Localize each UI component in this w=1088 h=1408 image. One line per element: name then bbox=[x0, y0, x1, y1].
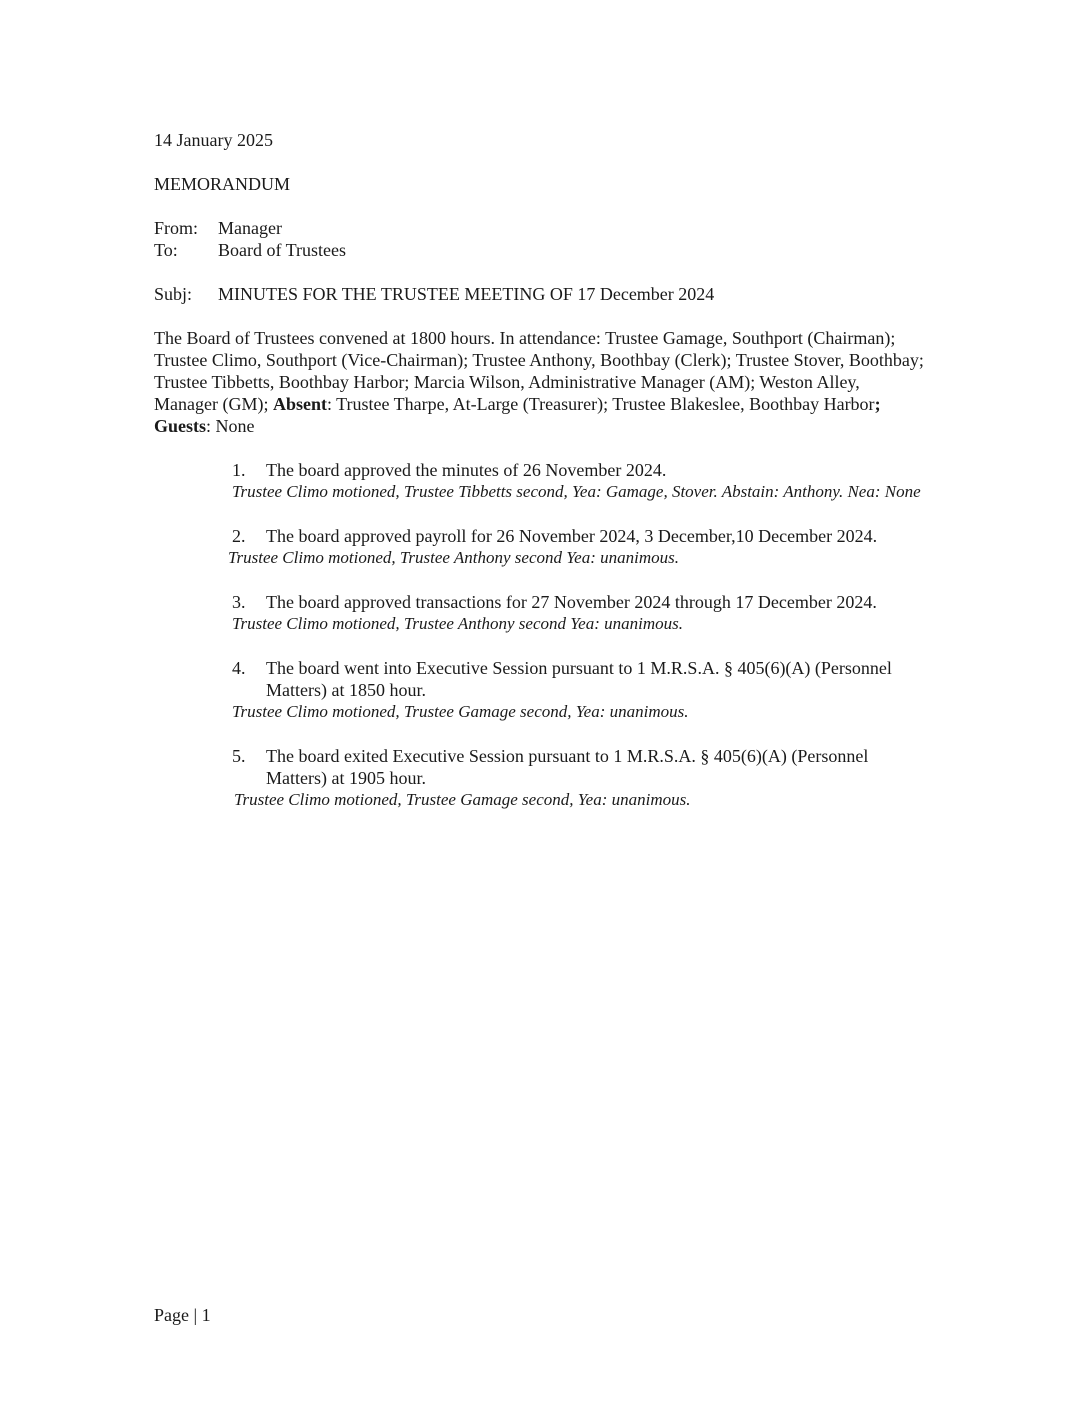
from-row bbox=[154, 217, 924, 239]
minutes-item bbox=[232, 591, 932, 635]
intro-paragraph bbox=[154, 327, 924, 437]
minutes-item bbox=[232, 745, 932, 811]
item-vote: Trustee Climo motioned, Trustee Anthony second Yea: unanimous. bbox=[232, 614, 683, 633]
item-vote: Trustee Climo motioned, Trustee Gamage second, Yea: unanimous. bbox=[232, 702, 689, 721]
absent-label: Absent bbox=[272, 394, 327, 414]
item-vote: Trustee Climo motioned, Trustee Gamage second, Yea: unanimous. bbox=[234, 790, 691, 809]
item-number: 4. bbox=[232, 658, 246, 678]
minutes-item bbox=[232, 459, 932, 503]
absent-text: : Trustee Tharpe, At-Large (Treasurer); Trustee Blakeslee, Boothbay Harbor bbox=[326, 394, 875, 414]
item-text: The board approved payroll for 26 November 2024, 3 December,10 December 2024. bbox=[266, 526, 878, 546]
page-number-footer: Page | 1 bbox=[154, 1305, 211, 1325]
guests-text: : None bbox=[206, 416, 255, 436]
to-label: To: bbox=[154, 240, 178, 260]
to-row bbox=[154, 239, 924, 261]
subj-value: MINUTES FOR THE TRUSTEE MEETING OF 17 December 2024 bbox=[218, 284, 715, 304]
to-value: Board of Trustees bbox=[218, 240, 347, 260]
item-number: 2. bbox=[232, 526, 246, 546]
item-number: 1. bbox=[232, 460, 246, 480]
item-vote: Trustee Climo motioned, Trustee Tibbetts second, Yea: Gamage, Stover. Abstain: Anthony. Nea: None bbox=[232, 482, 921, 501]
from-label: From: bbox=[154, 218, 199, 238]
guests-label: ; Guests bbox=[154, 394, 881, 436]
item-text: The board exited Executive Session pursuant to 1 M.R.S.A. § 405(6)(A) (Personnel Matters) at 1905 hour. bbox=[266, 746, 869, 788]
minutes-item bbox=[232, 657, 932, 723]
memo-title: MEMORANDUM bbox=[154, 174, 291, 194]
subject-row bbox=[154, 283, 924, 305]
from-value: Manager bbox=[218, 218, 282, 238]
item-text: The board approved the minutes of 26 November 2024. bbox=[266, 460, 667, 480]
intro-text: The Board of Trustees convened at 1800 hours. In attendance: Trustee Gamage, Southport (Chairman); Trustee Climo, Southport (Vice-Chairman); Trustee Anthony, Boothbay (Clerk); Trustee Stover, Boothbay; Trustee Tibbetts, Boothbay Harbor; Marcia Wilson, Administrative Manager (AM); Weston Alley, Manager (GM); bbox=[154, 328, 924, 414]
memo-header-fields bbox=[154, 217, 924, 261]
memo-date: 14 January 2025 bbox=[154, 130, 273, 150]
item-vote: Trustee Climo motioned, Trustee Anthony second Yea: unanimous. bbox=[228, 548, 679, 567]
item-number: 3. bbox=[232, 592, 246, 612]
item-number: 5. bbox=[232, 746, 246, 766]
minutes-item bbox=[228, 525, 932, 569]
subj-label: Subj: bbox=[154, 284, 193, 304]
item-text: The board went into Executive Session pursuant to 1 M.R.S.A. § 405(6)(A) (Personnel Matters) at 1850 hour. bbox=[266, 658, 892, 700]
item-text: The board approved transactions for 27 November 2024 through 17 December 2024. bbox=[266, 592, 877, 612]
